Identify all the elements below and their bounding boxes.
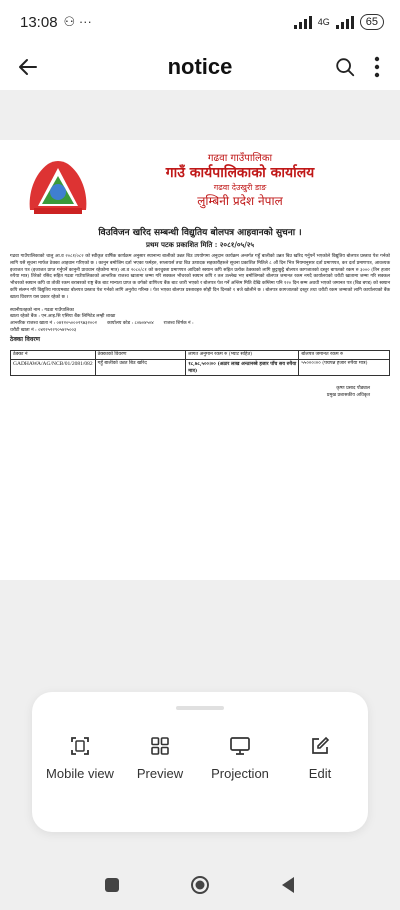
battery-icon: 65 [360, 14, 384, 30]
projection-icon [229, 736, 251, 756]
view-options-sheet [32, 692, 368, 832]
status-bar [0, 0, 400, 44]
projection-label: Projection [211, 766, 269, 781]
preview-label: Preview [136, 766, 184, 781]
bank-name: खाता रहेको बैंक : एन.आइ.सि एसिया बैंक लिमिटेड लम्ही शाखा [10, 314, 116, 320]
document-page [0, 140, 400, 580]
status-time: 13:08 [20, 13, 58, 31]
signal-icon-2 [336, 15, 354, 29]
notice-title: विउविजन खरिद सम्बन्धी विद्युतिय बोलपत्र आहवानको सुचना । [98, 228, 302, 238]
back-button[interactable] [0, 44, 56, 90]
back-nav-icon[interactable] [280, 876, 296, 894]
letterhead-text [130, 152, 350, 209]
app-bar [0, 44, 400, 90]
preview-grid-icon [150, 736, 170, 756]
edit-label: Edit [308, 766, 332, 781]
mobile-view-button[interactable] [42, 736, 118, 781]
notice-date: प्रथम पटक प्रकाशित मिति : २०८१/०५/२५ [145, 240, 255, 249]
mobile-view-icon [70, 736, 90, 756]
signal-icon [294, 15, 312, 29]
table-header-row [11, 350, 390, 360]
edit-icon [310, 736, 330, 756]
mobile-view-label: Mobile view [46, 766, 114, 781]
notification-icons: ⚇ ··· [63, 14, 92, 29]
revenue-title: राजश्व शिर्षक नं : [163, 321, 194, 327]
table-row [11, 360, 390, 376]
more-options-icon[interactable] [374, 56, 380, 78]
edit-button[interactable] [282, 736, 358, 781]
deposit-account: धरौटी खाता नं : ०४१२५२२९०५४२५००३ [10, 327, 77, 333]
office-name: स्थानीयतहको नाम : गढवा गाउँपालिका [10, 307, 74, 313]
signatory-role: प्रमुख प्रशासकीय अधिकृत [326, 392, 370, 398]
back-arrow-icon [16, 55, 40, 79]
status-right [294, 14, 384, 30]
letterhead-line4: लुम्बिनी प्रदेश नेपाल [197, 194, 283, 208]
letterhead-line2: गाउँ कार्यपालिकाको कार्यालय [165, 165, 315, 181]
signatory-name: कृष्ण प्रसाद पौड्याल [336, 386, 370, 392]
table-header: बोलपत्र जमानत रकम रु [299, 350, 390, 360]
account-details [10, 308, 390, 335]
revenue-account: आन्तरिक राजश्व खाता नं : ०४१२०५०००२९७३२००२ [10, 321, 98, 327]
sheet-drag-handle[interactable] [176, 706, 224, 710]
notice-body: गढवा गाउँपालिकाको चालु आ.व २०८१/०८२ को स्वीकृत वार्षिक कार्यक्रम अनुसार स्थानान्य बालीको उन्नत बिउ उपयोगमा अनुदान कार्यक्रम अन्तर्गत गहुँ बालीको उन्नत बिउ खरिद गर्नुपर्ने भएकोले विद्युतिय बोलपत्र प्रस्ताव पेश गर्नको लागि यसै सूचना मार्फत ठेक्का आहवान गरिएको छ । कानुन बमोजिम दर्ता भएका फर्महरु, सप्लायर्स तथा बिउ उत्पादक सहकारीहरुले सूचना प्रकाशित मितिले ८ औं दिन भित्र नियमानुसार दर्ता प्रमाणपत्र, कर दर्ता प्रमाणपत्र, आवश्यक इजाजत पत्र (इजाजत प्राप्त गर्नुपर्ने कानुनी प्रावधान रहेकोमा मात्र) आ.व २०८०/८१ को करचुक्ता प्रमाणपत्र आदिको स्क्यान कपि सहित प्रत्येक ठेक्काको लागि छुट्टाछुट्टै बोलपत्र कागजातको दस्तुर बापतको रकम रु ३००० (तिन हजार रुपैया मात्र) तिरेको रसिद सहित गढवा गाउँपालिकाको आन्तरिक राजश्व खातामा जम्मा गरि सक्कल भौचरको स्क्यान कपि र तल उल्लेख भए बमोजिमको बोलपत्र जमानत रकम नगदै कार्यालयको धरौटी खातामा जम्मा गरि सक्कल भौचरको स्क्यान कपि वा तोकी रकम बराबरको राष्ट्र बैंक बाट मान्यता प्राप्त क वर्गको वाणिज्य बैंक बाट जारी भएको र बोलपत्र पेश गर्ने अन्तिम मिति देखि कम्तिमा पनि १२० दिन सम्म अवधी भएको जमानत पत्र (बिड बण्ड) को स्क्यान कपि संलग्न गरि विद्युतिय माध्यमबाट बोलपत्र प्रस्ताव पेश गर्नको लागि अनुरोध गरिन्छ । पेश भएका बोलपत्र प्रस्तावहरु सोही दिन दिनको १ बजे खोलीने छ । बोलपत्र कागजातको दस्तुर तथा धरौटी रकम जम्माको लागि कार्यालयको बैंक खाता विवरण यस प्रकार रहेको छ । [10, 254, 390, 300]
nepal-emblem-icon [24, 154, 92, 216]
table-header: ठेक्काको विवरण [95, 350, 186, 360]
search-icon[interactable] [334, 56, 356, 78]
home-icon[interactable] [190, 875, 210, 895]
preview-button[interactable] [122, 736, 198, 781]
recent-apps-icon[interactable] [104, 877, 120, 893]
projection-button[interactable] [202, 736, 278, 781]
page-title: notice [167, 54, 233, 79]
tender-table [10, 350, 390, 377]
letterhead-line1: गढवा गाउँपालिका [207, 153, 273, 164]
table-cell: गहुँ बालीको उन्नत बिउ खरिद [95, 360, 186, 376]
system-nav-bar [0, 860, 400, 910]
tender-heading: ठेक्का विवरण [10, 335, 41, 343]
letterhead [10, 148, 390, 216]
signature-block [10, 386, 390, 400]
office-code: कार्यालय कोड : ८०७०४५०४ [107, 321, 154, 327]
table-cell: १८,७८,५००।०० (अठार लाख अन्ठानब्बे हजार पाँच सय रुपैया मात्र) [186, 360, 299, 376]
table-header: लागत अनुमान रकम रु (भ्याट सहित) [186, 350, 299, 360]
letterhead-line3: गढवा देउखुरी डाङ [213, 183, 267, 192]
table-cell: ५५०००।०० (पचपन्न हजार रुपैया मात्र) [299, 360, 390, 376]
table-header: ठेक्का नं [11, 350, 96, 360]
table-cell: GADHAWA/AG/NCB/01/2081/082 [11, 360, 96, 376]
network-type: 4G [317, 17, 330, 27]
